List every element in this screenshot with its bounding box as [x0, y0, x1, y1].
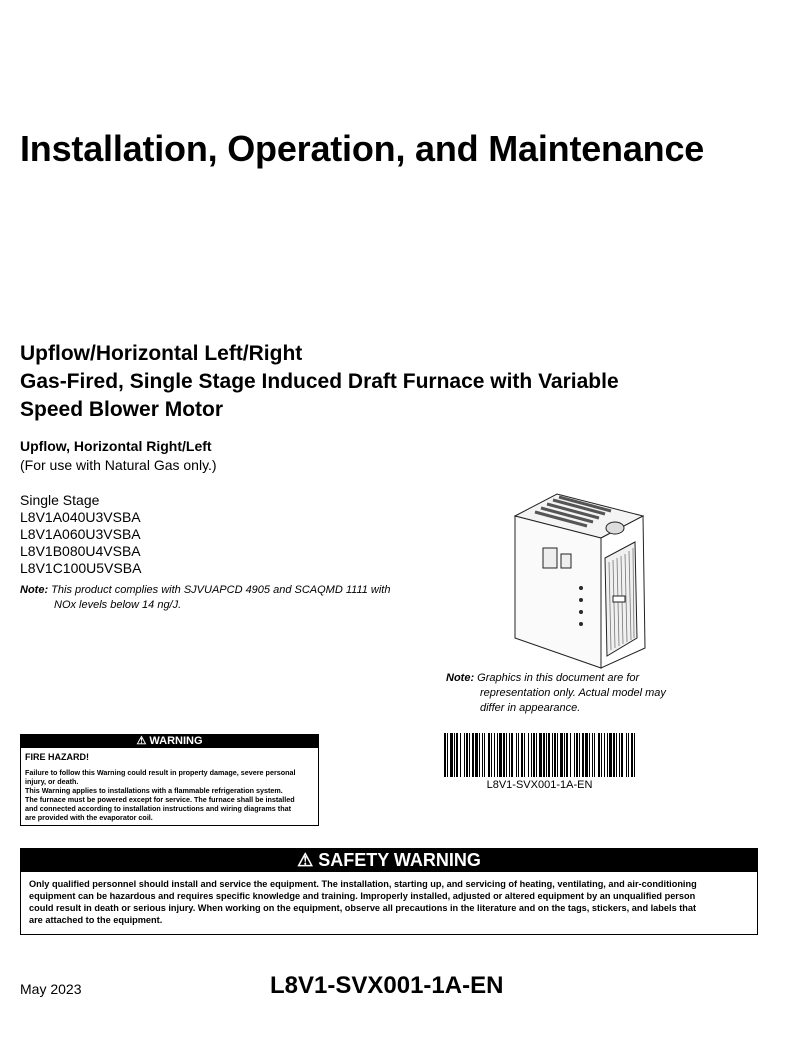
note-text: Graphics in this document are for	[477, 672, 640, 684]
barcode-bar	[552, 733, 553, 777]
barcode	[444, 733, 635, 777]
barcode-bar	[518, 733, 519, 777]
configuration-heading: Upflow, Horizontal Right/Left	[20, 438, 212, 454]
model-list	[20, 492, 141, 577]
barcode-bar	[631, 733, 633, 777]
document-number: L8V1-SVX001-1A-EN	[270, 972, 504, 999]
barcode-bar	[557, 733, 558, 777]
warning-bar: ⚠ WARNING	[21, 735, 318, 748]
warning-triangle-icon: ⚠	[136, 735, 147, 747]
subtitle-line: Gas-Fired, Single Stage Induced Draft Furnace with Variable	[20, 370, 619, 393]
barcode-bar	[582, 733, 584, 777]
barcode-bar	[484, 733, 485, 777]
barcode-bar	[454, 733, 455, 777]
compliance-note	[20, 583, 430, 613]
barcode-bar	[560, 733, 563, 777]
note-label: Note:	[20, 584, 49, 596]
model-number: L8V1B080U4VSBA	[20, 543, 141, 559]
note-label: Note:	[446, 672, 475, 684]
barcode-bar	[546, 733, 547, 777]
barcode-bar	[626, 733, 627, 777]
barcode-bar	[598, 733, 600, 777]
barcode-bar	[594, 733, 595, 777]
barcode-bar	[604, 733, 605, 777]
barcode-bar	[616, 733, 617, 777]
barcode-bar	[574, 733, 575, 777]
barcode-bar	[570, 733, 571, 777]
barcode-bar	[482, 733, 483, 777]
subtitle-line: Upflow/Horizontal Left/Right	[20, 342, 303, 365]
barcode-bar	[585, 733, 588, 777]
barcode-bar	[566, 733, 568, 777]
page-title: Installation, Operation, and Maintenance	[20, 128, 705, 169]
graphics-note	[446, 671, 706, 716]
barcode-bar	[466, 733, 468, 777]
barcode-bar	[539, 733, 542, 777]
furnace-illustration	[505, 488, 655, 670]
barcode-bar	[528, 733, 529, 777]
note-text: differ in appearance.	[480, 702, 581, 714]
barcode-bar	[456, 733, 458, 777]
barcode-bar	[444, 733, 446, 777]
barcode-bar	[531, 733, 532, 777]
barcode-bar	[628, 733, 629, 777]
hazard-title: FIRE HAZARD!	[25, 752, 89, 762]
barcode-bar	[497, 733, 498, 777]
barcode-bar	[511, 733, 513, 777]
barcode-bar	[464, 733, 465, 777]
product-subtitle	[20, 340, 619, 424]
barcode-bar	[499, 733, 502, 777]
note-text: This product complies with SJVUAPCD 4905 and SCAQMD 1111 with	[51, 584, 391, 596]
barcode-bar	[579, 733, 580, 777]
barcode-bar	[592, 733, 593, 777]
barcode-bar	[469, 733, 470, 777]
model-number: L8V1A060U3VSBA	[20, 526, 141, 542]
barcode-bar	[609, 733, 612, 777]
barcode-bar	[554, 733, 556, 777]
model-number: L8V1A040U3VSBA	[20, 509, 141, 525]
barcode-bar	[494, 733, 495, 777]
model-number: L8V1C100U5VSBA	[20, 560, 142, 576]
barcode-bar	[607, 733, 608, 777]
safety-warning	[20, 848, 758, 935]
warning-triangle-icon: ⚠	[297, 850, 314, 870]
note-text: representation only. Actual model may	[480, 687, 666, 699]
barcode-bar	[516, 733, 517, 777]
gas-note: (For use with Natural Gas only.)	[20, 457, 217, 473]
publication-date: May 2023	[20, 981, 82, 997]
barcode-bar	[613, 733, 615, 777]
barcode-bar	[601, 733, 602, 777]
barcode-bar	[576, 733, 578, 777]
safety-text: Only qualified personnel should install and service the equipment. The installation, starting up, and servicing of heating, ventilating, and air-conditioning equipment can be hazardous and requires specific knowledge and training. Improperly installed, adjusted or altered equipment by an unqualified person could result in death or serious injury. When working on the equipment, observe all precautions in the literature and on the tags, stickers, and labels that are attached to the equipment.	[29, 879, 697, 925]
barcode-bar	[634, 733, 635, 777]
barcode-bar	[533, 733, 535, 777]
barcode-bar	[503, 733, 505, 777]
note-text: NOx levels below 14 ng/J.	[54, 599, 182, 611]
barcode-bar	[509, 733, 510, 777]
barcode-bar	[621, 733, 623, 777]
barcode-bar	[548, 733, 550, 777]
warning-text: Failure to follow this Warning could result in property damage, severe personal injury, or death. This Warning applies to installations with a flammable refrigeration system. The furnace must be powered except for service. The furnace shall be installed and connected according to installation instructions and wiring diagrams that are provided with the evaporator coil.	[25, 768, 296, 822]
barcode-bar	[479, 733, 480, 777]
subtitle-line: Speed Blower Motor	[20, 398, 224, 421]
barcode-bar	[460, 733, 461, 777]
barcode-bar	[589, 733, 590, 777]
barcode-bar	[536, 733, 537, 777]
barcode-bar	[506, 733, 507, 777]
barcode-bar	[447, 733, 448, 777]
barcode-bar	[491, 733, 492, 777]
fire-hazard-warning	[20, 734, 319, 826]
barcode-label: L8V1-SVX001-1A-EN	[486, 779, 593, 791]
barcode-bar	[475, 733, 478, 777]
barcode-bar	[564, 733, 565, 777]
barcode-bar	[521, 733, 523, 777]
safety-bar: ⚠ SAFETY WARNING	[21, 849, 757, 872]
barcode-bar	[619, 733, 620, 777]
barcode-bar	[524, 733, 525, 777]
stage-label: Single Stage	[20, 492, 100, 508]
barcode-bar	[472, 733, 474, 777]
barcode-bar	[488, 733, 490, 777]
barcode-bar	[450, 733, 453, 777]
barcode-bar	[543, 733, 545, 777]
